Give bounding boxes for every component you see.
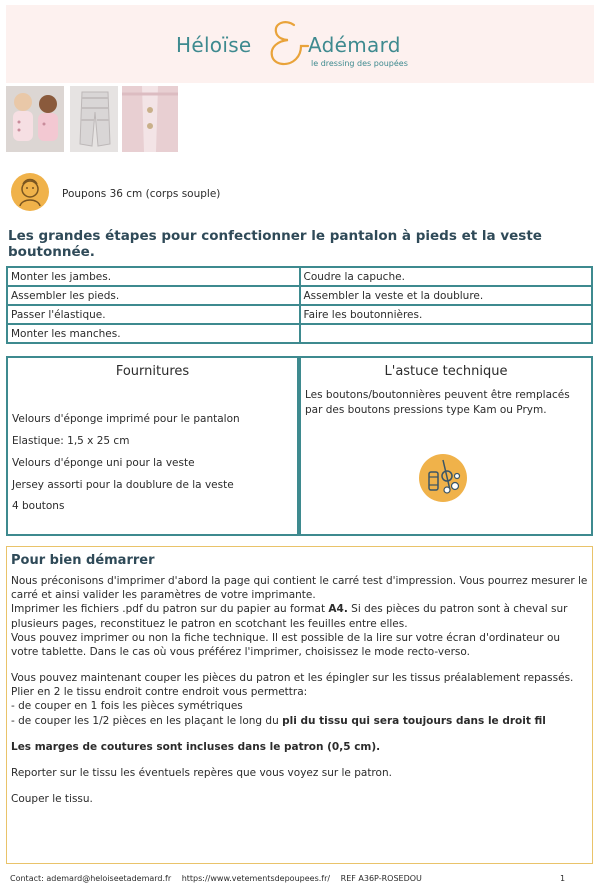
- table-row: [7, 286, 592, 305]
- supply-item: Jersey assorti pour la doublure de la veste: [12, 479, 234, 491]
- step-cell: Monter les jambes.: [7, 267, 300, 286]
- paragraph-text: - de couper les 1/2 pièces en les plaçant le long du: [11, 714, 283, 727]
- brand-logo[interactable]: [176, 23, 436, 73]
- paragraph: Couper le tissu.: [11, 793, 93, 806]
- supply-item: Elastique: 1,5 x 25 cm: [12, 435, 130, 447]
- brand-name-left: Héloïse: [176, 33, 252, 57]
- paragraph: Vous pouvez maintenant couper les pièces du patron et les épingler sur les tissus préalablement repassés.: [11, 672, 574, 685]
- step-cell: Monter les manches.: [7, 324, 300, 343]
- photo-pants[interactable]: [70, 86, 118, 152]
- supply-item: 4 boutons: [12, 500, 65, 512]
- pants-photo-image: [70, 86, 118, 152]
- supplies-box: [6, 356, 299, 536]
- supply-item: Velours d'éponge uni pour la veste: [12, 457, 195, 469]
- step-cell: Passer l'élastique.: [7, 305, 300, 324]
- footer-ref: REF A36P-ROSEDOU: [340, 874, 422, 883]
- step-cell: Faire les boutonnières.: [300, 305, 593, 324]
- paragraph-text: Imprimer les fichiers .pdf du patron sur du papier au format: [11, 603, 329, 616]
- sewing-kit-icon: [417, 452, 469, 504]
- paragraph: [11, 740, 588, 754]
- step-cell: Coudre la capuche.: [300, 267, 593, 286]
- tip-box: [299, 356, 593, 536]
- doll-size-label: Poupons 36 cm (corps souple): [62, 188, 221, 200]
- paper-format: A4.: [328, 603, 348, 616]
- footer: [10, 874, 430, 883]
- supply-item: Velours d'éponge imprimé pour le pantalon: [12, 413, 240, 425]
- brand-tagline: le dressing des poupées: [311, 59, 408, 68]
- footer-contact[interactable]: Contact: ademard@heloiseetademard.fr: [10, 874, 172, 883]
- photo-jacket[interactable]: [122, 86, 178, 152]
- table-row: [7, 305, 592, 324]
- page-title: Les grandes étapes pour confectionner le pantalon à pieds et la veste boutonnée.: [8, 228, 542, 260]
- paragraph-text: Si des pièces du patron sont à cheval sur plusieurs pages, reconstituez le patron en scotchant les feuilles entre elles.: [11, 603, 568, 630]
- list-item: - de couper en 1 fois les pièces symétriques: [11, 700, 243, 713]
- header-banner: [6, 5, 594, 83]
- tip-title: L'astuce technique: [384, 364, 508, 379]
- table-row: [7, 324, 592, 343]
- step-cell: [300, 324, 593, 343]
- dolls-photo-image: [6, 86, 64, 152]
- paragraph: Vous pouvez imprimer ou non la fiche technique. Il est possible de la lire sur votre écran d'ordinateur ou votre tablette. Dans le cas où vous préférez l'imprimer, choisissez le mode recto-verso.: [11, 631, 561, 658]
- getting-started-title: Pour bien démarrer: [11, 553, 155, 568]
- page-number: 1: [560, 874, 566, 883]
- paragraph: [11, 602, 588, 630]
- paragraph: Reporter sur le tissu les éventuels repères que vous voyez sur le patron.: [11, 766, 392, 779]
- footer-url[interactable]: https://www.vetementsdepoupees.fr/: [181, 874, 331, 883]
- jacket-photo-image: [122, 86, 178, 152]
- doll-face-icon: [10, 172, 50, 212]
- steps-table: [6, 266, 593, 344]
- photo-dolls[interactable]: [6, 86, 64, 152]
- supplies-title: Fournitures: [115, 364, 190, 379]
- list-item: [11, 714, 588, 728]
- tip-text: Les boutons/boutonnières peuvent être remplacés par des boutons pressions type Kam ou Prym.: [305, 389, 570, 416]
- fold-emphasis: pli du tissu qui sera toujours dans le droit fil: [282, 714, 546, 727]
- step-cell: Assembler les pieds.: [7, 286, 300, 305]
- brand-name-right: Adémard: [308, 33, 401, 57]
- seam-allowance-note: Les marges de coutures sont incluses dans le patron (0,5 cm).: [11, 740, 381, 753]
- paragraph: Plier en 2 le tissu endroit contre endroit vous permettra:: [11, 686, 308, 699]
- step-cell: Assembler la veste et la doublure.: [300, 286, 593, 305]
- getting-started-box: [6, 546, 593, 864]
- ampersand-icon: [264, 19, 310, 69]
- paragraph: Nous préconisons d'imprimer d'abord la page qui contient le carré test d'impression. Vous pourrez mesurer le carré et ainsi valider les paramètres de votre imprimante.: [11, 575, 588, 602]
- table-row: [7, 267, 592, 286]
